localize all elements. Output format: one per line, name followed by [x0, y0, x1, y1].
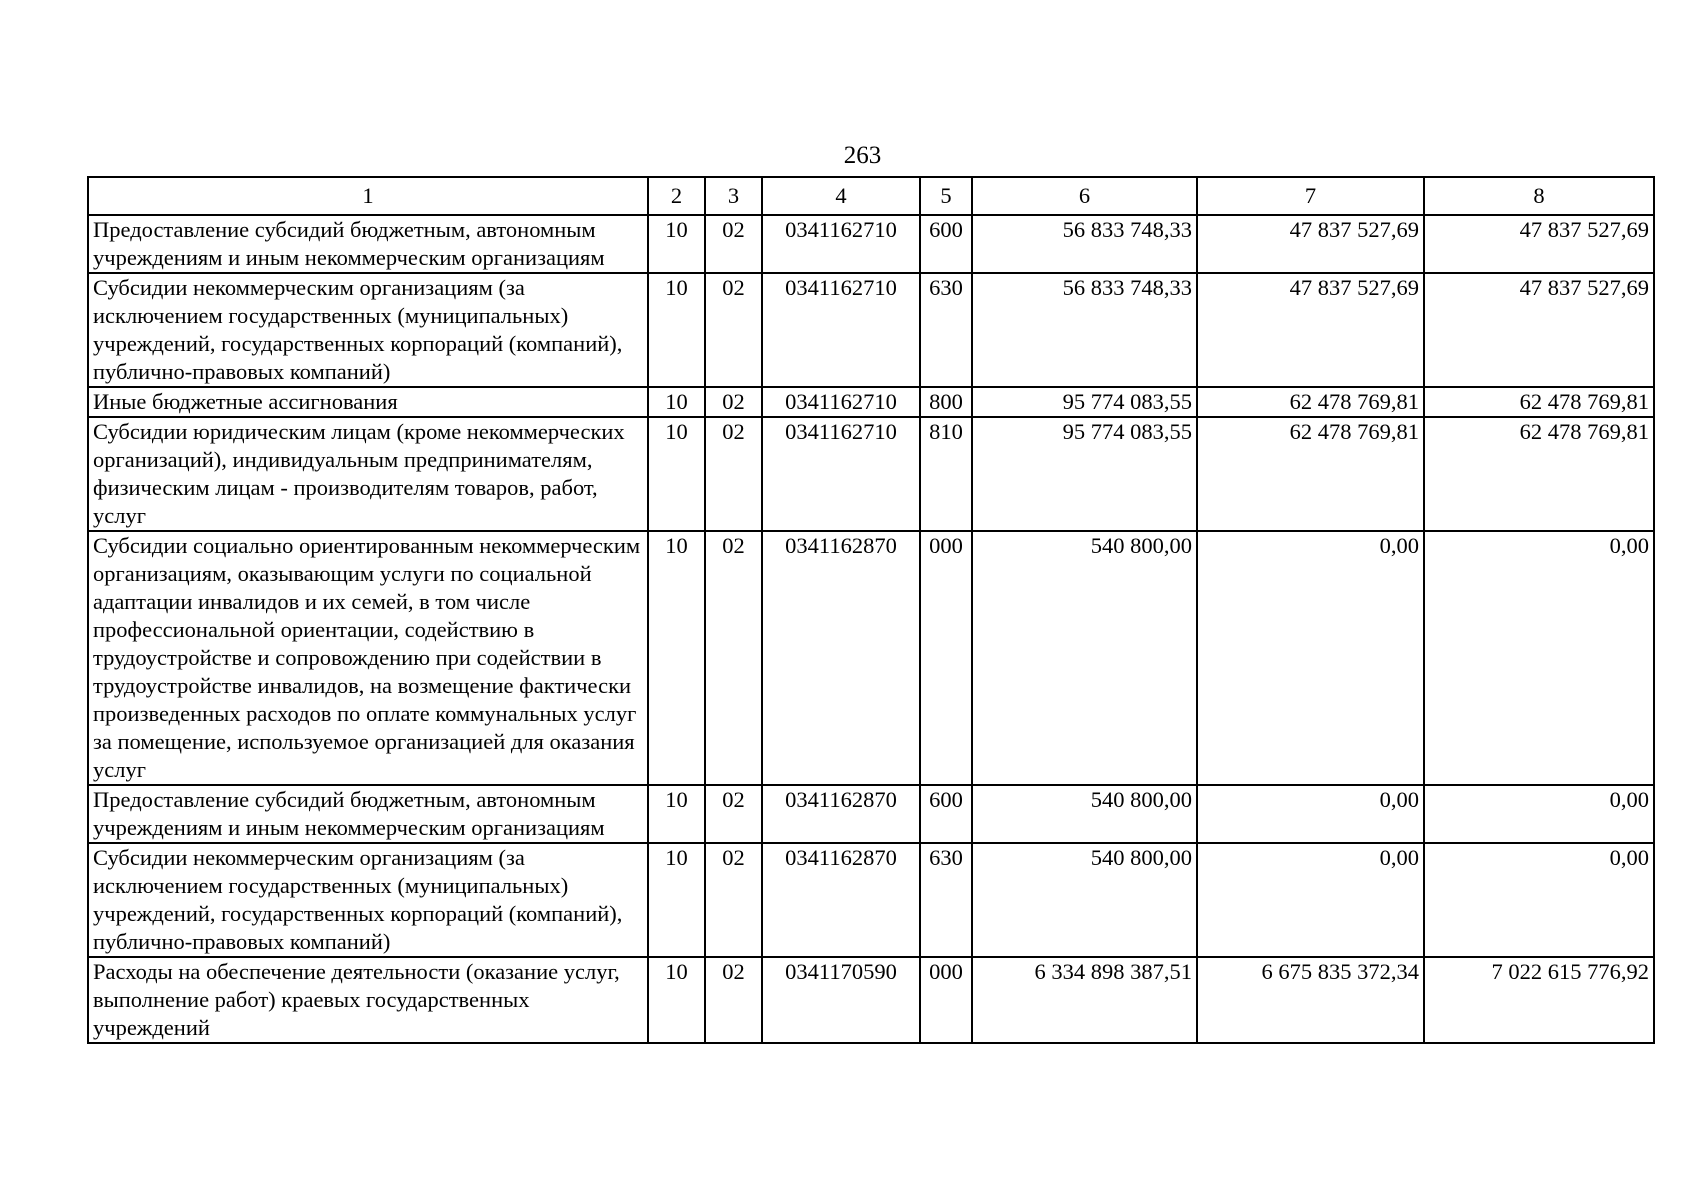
- row-amount-6: 540 800,00: [972, 785, 1197, 843]
- row-subsection: 02: [705, 531, 762, 785]
- page-number: 263: [843, 142, 882, 169]
- row-amount-8: 0,00: [1424, 531, 1654, 785]
- table-row: [88, 957, 1654, 1043]
- row-section: 10: [648, 273, 705, 387]
- table-row: [88, 843, 1654, 957]
- row-expense-type: 000: [920, 957, 972, 1043]
- row-subsection: 02: [705, 387, 762, 417]
- row-amount-8: 47 837 527,69: [1424, 273, 1654, 387]
- row-amount-6: 56 833 748,33: [972, 215, 1197, 273]
- row-name: Предоставление субсидий бюджетным, автономным учреждениям и иным некоммерческим организациям: [88, 215, 648, 273]
- row-section: 10: [648, 531, 705, 785]
- row-subsection: 02: [705, 957, 762, 1043]
- row-section: 10: [648, 785, 705, 843]
- table-row: [88, 785, 1654, 843]
- row-subsection: 02: [705, 273, 762, 387]
- row-target-code: 0341162710: [762, 273, 920, 387]
- row-amount-6: 95 774 083,55: [972, 417, 1197, 531]
- table-row: [88, 417, 1654, 531]
- row-amount-6: 56 833 748,33: [972, 273, 1197, 387]
- row-expense-type: 600: [920, 215, 972, 273]
- row-amount-6: 540 800,00: [972, 531, 1197, 785]
- header-row: [88, 177, 1654, 215]
- table-row: [88, 273, 1654, 387]
- row-amount-6: 95 774 083,55: [972, 387, 1197, 417]
- row-amount-7: 62 478 769,81: [1197, 417, 1424, 531]
- row-subsection: 02: [705, 417, 762, 531]
- row-target-code: 0341162710: [762, 215, 920, 273]
- row-target-code: 0341162710: [762, 387, 920, 417]
- row-amount-8: 0,00: [1424, 843, 1654, 957]
- row-target-code: 0341162870: [762, 843, 920, 957]
- row-amount-7: 62 478 769,81: [1197, 387, 1424, 417]
- row-subsection: 02: [705, 785, 762, 843]
- col-header-5: 5: [920, 177, 972, 215]
- row-expense-type: 800: [920, 387, 972, 417]
- col-header-3: 3: [705, 177, 762, 215]
- row-amount-8: 62 478 769,81: [1424, 387, 1654, 417]
- row-amount-8: 7 022 615 776,92: [1424, 957, 1654, 1043]
- row-expense-type: 630: [920, 843, 972, 957]
- col-header-2: 2: [648, 177, 705, 215]
- table-row: [88, 387, 1654, 417]
- row-section: 10: [648, 387, 705, 417]
- row-expense-type: 630: [920, 273, 972, 387]
- col-header-4: 4: [762, 177, 920, 215]
- row-amount-7: 0,00: [1197, 843, 1424, 957]
- row-name: Иные бюджетные ассигнования: [88, 387, 648, 417]
- row-amount-8: 62 478 769,81: [1424, 417, 1654, 531]
- row-name: Расходы на обеспечение деятельности (оказание услуг, выполнение работ) краевых государственных учреждений: [88, 957, 648, 1043]
- row-amount-8: 47 837 527,69: [1424, 215, 1654, 273]
- row-name: Предоставление субсидий бюджетным, автономным учреждениям и иным некоммерческим организациям: [88, 785, 648, 843]
- row-expense-type: 600: [920, 785, 972, 843]
- row-amount-7: 0,00: [1197, 531, 1424, 785]
- row-name: Субсидии социально ориентированным некоммерческим организациям, оказывающим услуги по социальной адаптации инвалидов и их семей, в том числе профессиональной ориентации, содействию в трудоустройстве и сопровождению при содействии в трудоустройстве инвалидов, на возмещение фактически произведенных расходов по оплате коммунальных услуг за помещение, используемое организацией для оказания услуг: [88, 531, 648, 785]
- row-name: Субсидии юридическим лицам (кроме некоммерческих организаций), индивидуальным предпринимателям, физическим лицам - производителям товаров, работ, услуг: [88, 417, 648, 531]
- row-target-code: 0341162870: [762, 785, 920, 843]
- row-name: Субсидии некоммерческим организациям (за исключением государственных (муниципальных) учреждений, государственных корпораций (компаний), публично-правовых компаний): [88, 843, 648, 957]
- row-target-code: 0341162870: [762, 531, 920, 785]
- row-expense-type: 810: [920, 417, 972, 531]
- row-amount-6: 6 334 898 387,51: [972, 957, 1197, 1043]
- row-amount-8: 0,00: [1424, 785, 1654, 843]
- row-name: Субсидии некоммерческим организациям (за исключением государственных (муниципальных) учреждений, государственных корпораций (компаний), публично-правовых компаний): [88, 273, 648, 387]
- row-amount-7: 47 837 527,69: [1197, 273, 1424, 387]
- col-header-7: 7: [1197, 177, 1424, 215]
- row-section: 10: [648, 843, 705, 957]
- row-section: 10: [648, 417, 705, 531]
- row-amount-7: 47 837 527,69: [1197, 215, 1424, 273]
- row-subsection: 02: [705, 843, 762, 957]
- table-row: [88, 531, 1654, 785]
- row-section: 10: [648, 215, 705, 273]
- col-header-6: 6: [972, 177, 1197, 215]
- budget-table: [87, 176, 1655, 1044]
- col-header-1: 1: [88, 177, 648, 215]
- row-subsection: 02: [705, 215, 762, 273]
- row-section: 10: [648, 957, 705, 1043]
- row-target-code: 0341162710: [762, 417, 920, 531]
- row-target-code: 0341170590: [762, 957, 920, 1043]
- row-amount-7: 6 675 835 372,34: [1197, 957, 1424, 1043]
- row-expense-type: 000: [920, 531, 972, 785]
- row-amount-6: 540 800,00: [972, 843, 1197, 957]
- table-row: [88, 215, 1654, 273]
- col-header-8: 8: [1424, 177, 1654, 215]
- row-amount-7: 0,00: [1197, 785, 1424, 843]
